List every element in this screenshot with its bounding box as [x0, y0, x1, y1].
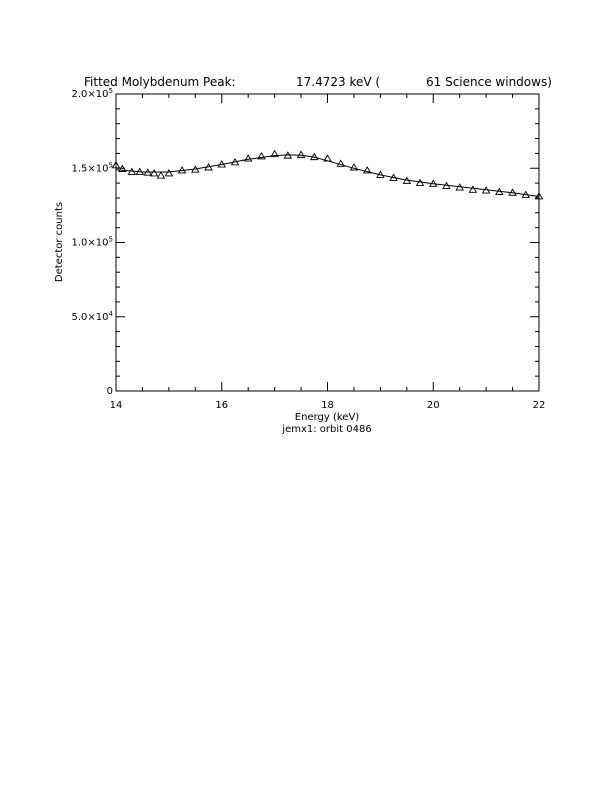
data-point [165, 170, 172, 176]
axis-ticks [116, 94, 539, 391]
x-tick-label: 18 [321, 400, 334, 411]
x-axis-title: Energy (keV) [294, 412, 360, 423]
chart-subtitle: jemx1: orbit 0486 [282, 424, 372, 435]
data-point [157, 172, 164, 178]
y-tick-label: $5.0\times 10^4$ [71, 309, 113, 323]
x-tick-labels [110, 400, 546, 411]
chart-title-windows: 61 Science windows) [426, 75, 552, 89]
chart-title-left: Fitted Molybdenum Peak: [84, 75, 236, 89]
y-tick-labels [72, 87, 114, 397]
y-tick-label: 0 [106, 386, 113, 397]
y-axis-title: Detector counts [54, 201, 65, 283]
data-point [298, 151, 305, 157]
chart-title-energy: 17.4723 keV ( [296, 75, 381, 89]
y-tick-label: $1.0\times 10^5$ [71, 235, 113, 249]
x-tick-label: 14 [109, 400, 123, 411]
y-tick-label: $1.5\times 10^5$ [71, 161, 113, 175]
plot-frame [116, 94, 539, 391]
data-markers [113, 151, 543, 199]
x-tick-label: 22 [532, 400, 546, 411]
x-tick-label: 20 [426, 400, 440, 411]
data-point [469, 186, 476, 192]
x-tick-label: 16 [215, 400, 229, 411]
y-tick-label: $2.0\times 10^5$ [71, 87, 113, 100]
